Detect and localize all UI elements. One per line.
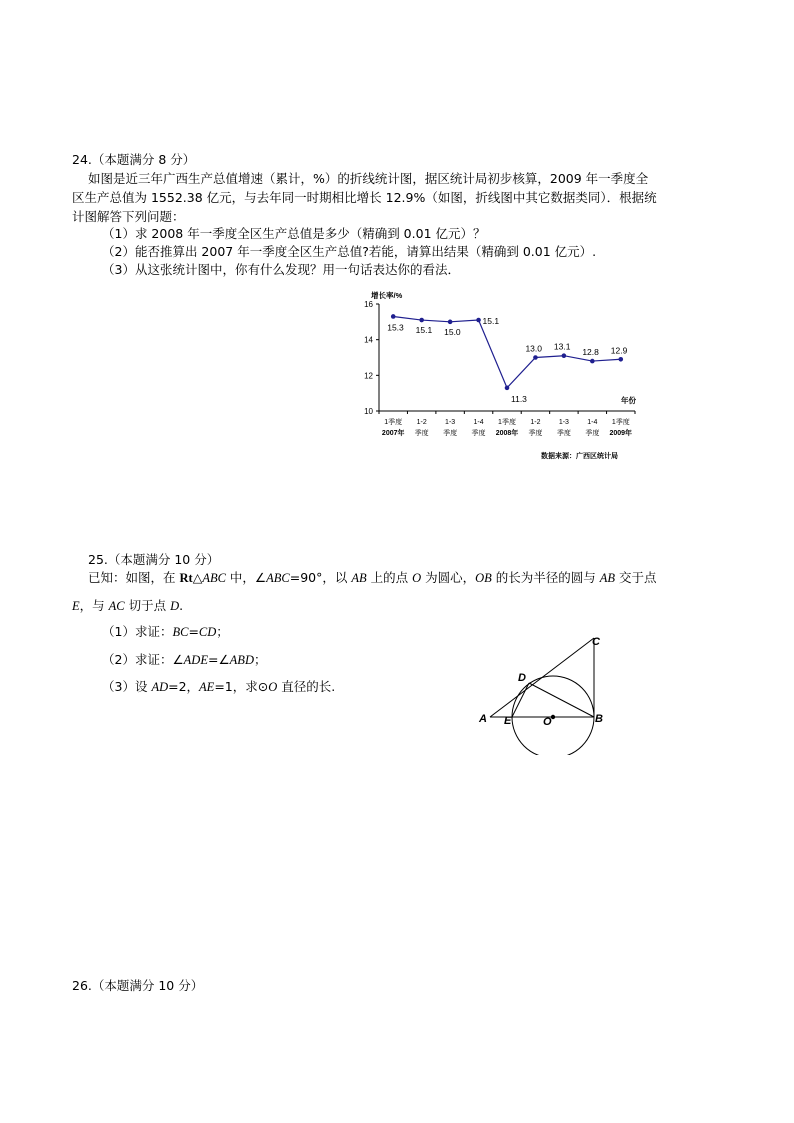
data-label: 13.1 — [553, 341, 571, 352]
x-tick-label: 1-4 — [473, 419, 484, 426]
x-tick-sublabel: 2009年 — [609, 430, 633, 437]
q25-cd: CD — [198, 625, 217, 639]
q25-text: . — [179, 598, 184, 613]
q25-d: D — [170, 599, 180, 613]
data-label: 12.9 — [610, 345, 628, 356]
q25-text: 的长为半径的圆与 — [491, 570, 600, 585]
q26-header: 26.（本题满分 10 分） — [72, 978, 204, 993]
q24-header: 24.（本题满分 8 分） — [72, 152, 196, 167]
x-tick-label: 1-2 — [530, 419, 541, 426]
x-tick-label: 1季度 — [384, 419, 403, 426]
q25-ab-1: AB — [351, 571, 367, 585]
segment-db — [529, 683, 594, 717]
q25-rt: Rt — [179, 571, 193, 585]
data-point — [448, 320, 453, 325]
y-tick-label: 14 — [364, 335, 373, 345]
label-c: C — [592, 636, 600, 648]
data-point — [590, 359, 595, 364]
data-label: 15.1 — [415, 325, 433, 336]
q25-text: 为圆心， — [421, 570, 476, 585]
q25-ac: AC — [108, 599, 125, 613]
q25-ade: ADE — [183, 653, 208, 667]
q25-sep: ； — [253, 652, 267, 667]
q25-e: E — [72, 599, 80, 613]
q25-item-1-prefix: （1）求证： — [102, 624, 173, 639]
q25-o: O — [412, 571, 422, 585]
q25-item-1 — [102, 622, 229, 642]
geometry-figure — [476, 630, 616, 755]
q25-ab-2: AB — [599, 571, 615, 585]
q24-intro-line-3: 计图解答下列问题： — [72, 209, 185, 224]
label-b: B — [595, 713, 603, 725]
y-tick-label: 12 — [364, 371, 373, 381]
q24-intro-line-2: 区生产总值为 1552.38 亿元，与去年同一时期相比增长 12.9%（如图，折线图中其它数据类同）．根据统 — [72, 190, 657, 205]
data-point — [476, 318, 481, 323]
data-point — [391, 314, 396, 319]
x-tick-label: 1季度 — [498, 419, 516, 426]
q25-statement-line-1 — [88, 568, 656, 588]
q24-item-1: （1）求 2008 年一季度全区生产总值是多少（精确到 0.01 亿元）？ — [102, 226, 486, 241]
label-o: O — [543, 716, 552, 728]
q24-intro-line-1: 如图是近三年广西生产总值增速（累计，%）的折线统计图，据区统计局初步核算，2009 年一季度全 — [88, 171, 649, 186]
data-label: 12.8 — [582, 347, 599, 358]
x-axis-label: 年份 — [621, 396, 636, 405]
q25-text: 中，∠ — [225, 570, 267, 585]
geometry-canvas — [476, 630, 616, 755]
y-axis-label: 增长率/% — [371, 291, 403, 300]
q25-header: 25.（本题满分 10 分） — [88, 552, 220, 567]
q25-abc-2: ABC — [266, 571, 290, 585]
q25-item-3 — [102, 677, 335, 697]
segment-de — [512, 683, 529, 717]
chart-canvas — [345, 290, 655, 465]
data-label: 15.0 — [444, 326, 461, 337]
q25-text: =90°，以 — [289, 570, 352, 585]
q25-bc: BC — [172, 625, 189, 639]
q25-text: 切于点 — [124, 598, 171, 613]
x-tick-sublabel: 2007年 — [381, 430, 405, 437]
q25-ad-value: =2， — [168, 679, 200, 694]
x-tick-sublabel: 季度 — [471, 430, 486, 437]
q25-ae-value: =1，求⊙ — [214, 679, 269, 694]
data-label: 11.3 — [511, 393, 527, 404]
data-label: 15.3 — [387, 322, 404, 333]
q25-triangle-symbol: △ — [192, 570, 203, 585]
x-tick-sublabel: 季度 — [414, 430, 429, 437]
q25-abd: ABD — [229, 653, 254, 667]
q25-sep: ； — [216, 624, 229, 639]
q25-item-2-prefix: （2）求证：∠ — [102, 652, 184, 667]
q24-item-3: （3）从这张统计图中，你有什么发现？用一句话表达你的看法． — [102, 262, 460, 277]
data-point — [562, 353, 567, 358]
data-label: 15.1 — [482, 316, 500, 327]
x-tick-sublabel: 季度 — [528, 430, 543, 437]
x-tick-label: 1-3 — [445, 419, 456, 426]
q25-item-2 — [102, 650, 267, 670]
x-tick-sublabel: 季度 — [443, 430, 458, 437]
q25-statement-line-2 — [72, 596, 183, 616]
q25-abc-1: ABC — [202, 571, 226, 585]
q25-item-3-prefix: （3）设 — [102, 679, 152, 694]
data-point — [533, 355, 538, 360]
x-tick-label: 1-3 — [558, 419, 569, 426]
data-label: 13.0 — [525, 343, 542, 354]
q25-ae: AE — [199, 680, 215, 694]
q25-text: 交于点 — [614, 570, 657, 585]
label-e: E — [504, 715, 512, 727]
chart-source-note: 数据来源：广西区统计局 — [541, 453, 618, 460]
q25-eq: = — [188, 624, 199, 639]
q25-text: 已知：如图，在 — [88, 570, 180, 585]
y-tick-label: 10 — [364, 407, 373, 416]
x-tick-sublabel: 季度 — [556, 430, 571, 437]
data-point — [618, 357, 623, 362]
label-a: A — [479, 713, 487, 725]
x-tick-label: 1-2 — [416, 419, 427, 426]
y-tick-label: 16 — [364, 300, 373, 309]
q25-circle-o: O — [268, 680, 278, 694]
x-tick-label: 1-4 — [587, 419, 598, 426]
x-tick-label: 1季度 — [611, 419, 630, 426]
growth-line-chart — [345, 290, 655, 465]
data-point — [505, 386, 510, 391]
q25-text: 上的点 — [366, 570, 413, 585]
q25-item-3-suffix: 直径的长. — [277, 679, 336, 694]
q25-ob: OB — [475, 571, 492, 585]
q25-text: ，与 — [79, 598, 109, 613]
data-point — [419, 318, 424, 323]
q25-eq-angle: =∠ — [207, 652, 230, 667]
x-tick-sublabel: 季度 — [585, 430, 600, 437]
label-d: D — [518, 672, 526, 684]
x-tick-sublabel: 2008年 — [495, 430, 519, 437]
q25-ad: AD — [151, 680, 169, 694]
q24-item-2: （2）能否推算出 2007 年一季度全区生产总值?若能，请算出结果（精确到 0.01 亿元）. — [102, 244, 597, 259]
